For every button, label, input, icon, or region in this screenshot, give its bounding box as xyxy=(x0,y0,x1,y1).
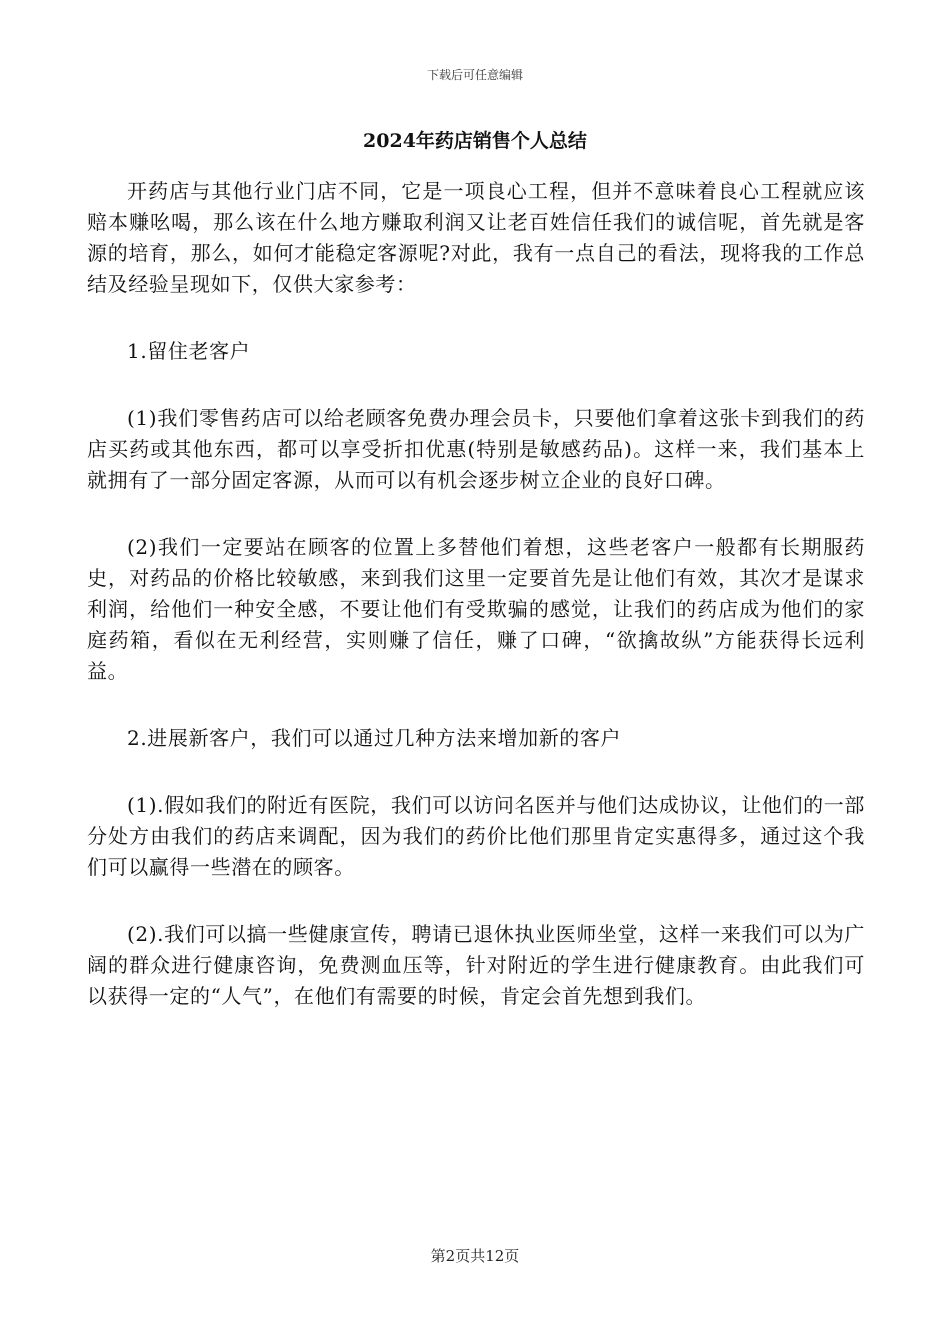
paragraph-membership-card: (1)我们零售药店可以给老顾客免费办理会员卡，只要他们拿着这张卡到我们的药店买药或其他东西，都可以享受折扣优惠(特别是敏感药品)。这样一来，我们基本上就拥有了一部分固定客源，从而可以有机会逐步树立企业的良好口碑。 xyxy=(87,406,865,492)
document-body xyxy=(87,176,865,1012)
paragraph-customer-perspective: (2)我们一定要站在顾客的位置上多替他们着想，这些老客户一般都有长期服药史，对药品的价格比较敏感，来到我们这里一定要首先是让他们有效，其次才是谋求利润，给他们一种安全感，不要让他们有受欺骗的感觉，让我们的药店成为他们的家庭药箱，看似在无利经营，实则赚了信任，赚了口碑，“欲擒故纵”方能获得长远利益。 xyxy=(87,535,865,683)
paragraph-health-promotion: (2).我们可以搞一些健康宣传，聘请已退休执业医师坐堂，这样一来我们可以为广阔的群众进行健康咨询，免费测血压等，针对附近的学生进行健康教育。由此我们可以获得一定的“人气”，在他们有需要的时候，肯定会首先想到我们。 xyxy=(87,922,865,1008)
header-note: 下载后可任意编辑 xyxy=(426,68,523,82)
page-number-footer: 第2页共12页 xyxy=(430,1247,520,1265)
intro-paragraph: 开药店与其他行业门店不同，它是一项良心工程，但并不意味着良心工程就应该赔本赚吆喝，那么该在什么地方赚取利润又让老百姓信任我们的诚信呢，首先就是客源的培育，那么，如何才能稳定客源呢?对此，我有一点自己的看法，现将我的工作总结及经验呈现如下，仅供大家参考： xyxy=(87,179,865,296)
document-title: 2024年药店销售个人总结 xyxy=(363,130,587,152)
section-heading-retain-customers: 1.留住老客户 xyxy=(127,339,251,363)
section-heading-new-customers: 2.进展新客户，我们可以通过几种方法来增加新的客户 xyxy=(127,726,622,750)
paragraph-hospital-partnership: (1).假如我们的附近有医院，我们可以访问名医并与他们达成协议，让他们的一部分处方由我们的药店来调配，因为我们的药价比他们那里肯定实惠得多，通过这个我们可以赢得一些潜在的顾客。 xyxy=(87,793,865,879)
